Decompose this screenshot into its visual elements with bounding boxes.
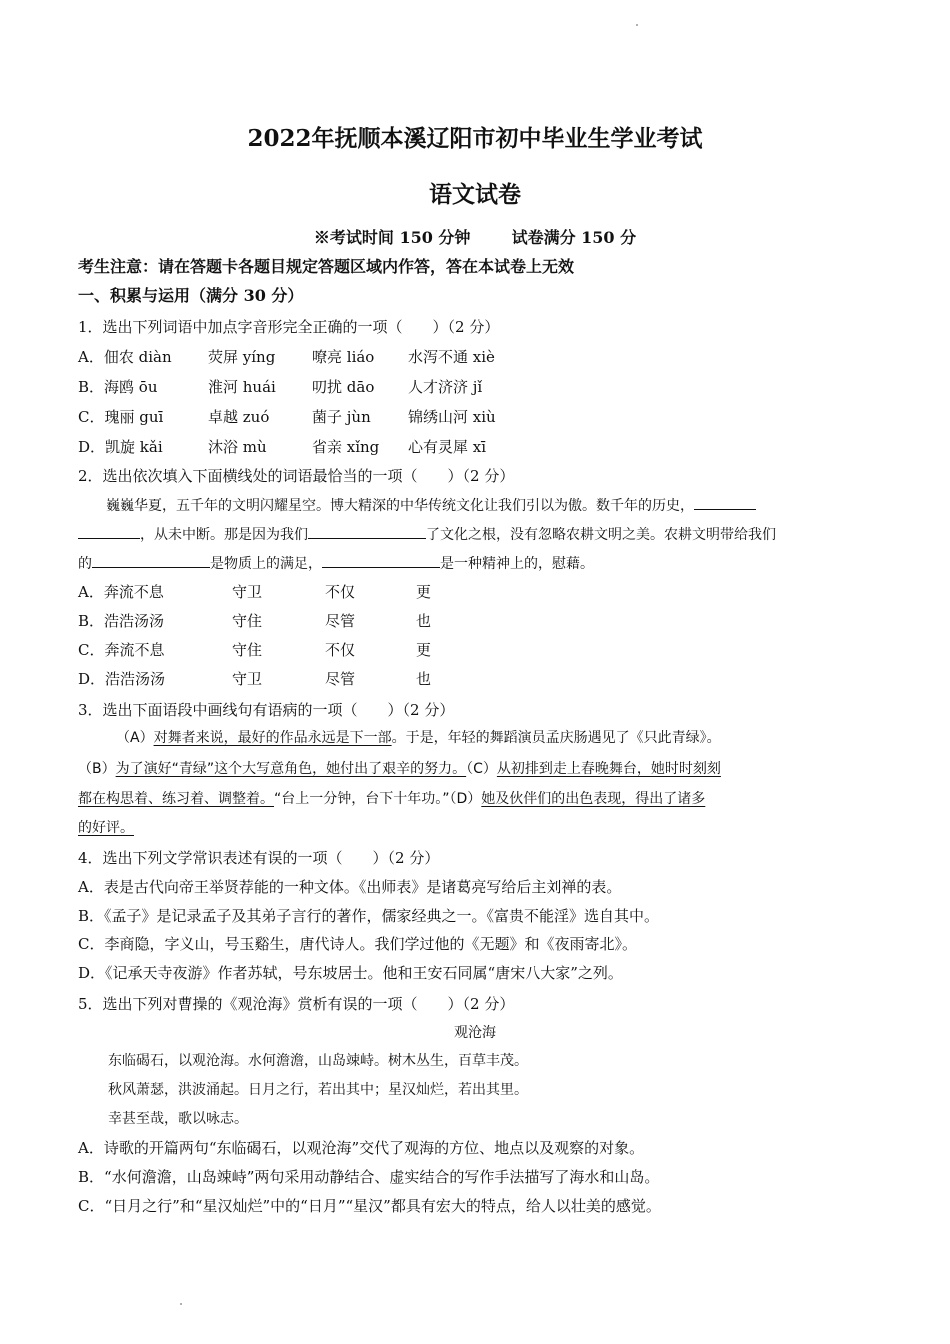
q1-option-text: 锦绣山河 xiù — [408, 408, 496, 426]
poem-line: 秋风萧瑟，洪波涌起。日月之行，若出其中；星汉灿烂，若出其里。 — [108, 1082, 528, 1098]
question-5-stem: 5．选出下列对曹操的《观沧海》赏析有误的一项（ ）（2 分） — [78, 995, 515, 1013]
passage-text: 。于是，年轻的舞蹈演员孟庆肠遇见了《只此青绿》。 — [391, 730, 721, 746]
q3-passage-line — [78, 818, 134, 838]
q2-option-text: 不仅 — [325, 641, 356, 659]
underlined-sentence: 的好评。 — [78, 820, 134, 836]
q1-option-text: 水泻不通 xiè — [408, 348, 495, 366]
q3-passage-line — [78, 759, 721, 779]
q5-option: C．“日月之行”和“星汉灿烂”中的“日月”“星汉”都具有宏大的特点，给人以壮美的感觉。 — [78, 1197, 661, 1215]
question-4-stem: 4．选出下列文学常识表述有误的一项（ ）（2 分） — [78, 849, 440, 867]
underlined-sentence: 对舞者来说，最好的作品永远是下一部 — [153, 730, 392, 746]
passage-text: 了文化之根，没有忽略农耕文明之美。农耕文明带给我们 — [426, 527, 776, 543]
q4-option: A．表是古代向帝王举贤荐能的一种文体。《出师表》是诸葛亮写给后主刘禅的表。 — [78, 878, 622, 896]
q2-option-text: 尽管 — [325, 670, 356, 688]
q2-option-text: A．奔流不息 — [78, 583, 164, 601]
q2-passage-line — [78, 553, 594, 574]
question-2-stem: 2．选出依次填入下面横线处的词语最恰当的一项（ ）（2 分） — [78, 467, 515, 485]
q2-option-text: 更 — [416, 583, 432, 601]
fill-blank — [694, 495, 756, 510]
q2-option-text: 更 — [416, 641, 432, 659]
exam-meta — [0, 228, 950, 248]
q1-option-text: 人才济济 jǐ — [408, 378, 483, 396]
scan-dot — [180, 1303, 182, 1305]
q1-option-text: D．凯旋 kǎi — [78, 438, 163, 456]
q1-option-text: A．佃农 diàn — [78, 348, 172, 366]
fill-blank — [92, 553, 210, 568]
q2-option-text: 守卫 — [232, 670, 263, 688]
question-1-stem: 1．选出下列词语中加点字音形完全正确的一项（ ）（2 分） — [78, 318, 500, 336]
q2-option-text: 也 — [416, 612, 432, 630]
q1-option-text: 淮河 huái — [208, 378, 276, 396]
q2-passage-line — [106, 495, 756, 516]
passage-text: ，从未中断。那是因为我们 — [140, 527, 308, 543]
passage-text: 是一种精神上的，慰藉。 — [440, 556, 594, 572]
section-heading: 一、积累与运用（满分 30 分） — [78, 286, 304, 305]
q2-option-text: 守卫 — [232, 583, 263, 601]
underlined-sentence: 她及伙伴们的出色表现，得出了诸多 — [481, 791, 706, 807]
underlined-sentence: 都在构思着、练习着、调整着。 — [78, 791, 274, 807]
q5-option: B．“水何澹澹，山岛竦峙”两句采用动静结合、虚实结合的写作手法描写了海水和山岛。 — [78, 1168, 660, 1186]
q2-option-text: 守住 — [232, 612, 263, 630]
q2-passage-line — [78, 524, 776, 545]
underlined-sentence: 从初排到走上春晚舞台，她时时刻刻 — [496, 761, 721, 777]
q4-option: B．《孟子》是记录孟子及其弟子言行的著作，儒家经典之一。《富贵不能淫》选自其中。 — [78, 907, 660, 925]
q4-option: C．李商隐，字义山，号玉谿生，唐代诗人。我们学过他的《无题》和《夜雨寄北》。 — [78, 935, 637, 953]
scan-dot — [636, 24, 638, 26]
candidate-notice: 考生注意：请在答题卡各题目规定答题区域内作答，答在本试卷上无效 — [78, 257, 575, 276]
q1-option-text: 沐浴 mù — [208, 438, 267, 456]
q3-passage-line — [78, 789, 705, 809]
q3-passage-line — [116, 728, 721, 748]
passage-text: 是物质上的满足， — [210, 556, 322, 572]
passage-text: “台上一分钟，台下十年功。”（D） — [274, 791, 482, 807]
q1-option-text: 省亲 xǐng — [312, 438, 380, 456]
fill-blank — [78, 524, 140, 539]
q5-option: A．诗歌的开篇两句“东临碣石，以观沧海”交代了观海的方位、地点以及观察的对象。 — [78, 1139, 645, 1157]
q1-option-text: 叨扰 dāo — [312, 378, 375, 396]
q1-option-text: 荧屏 yíng — [208, 348, 276, 366]
exam-subtitle: 语文试卷 — [429, 181, 521, 208]
passage-label: （B） — [78, 761, 116, 777]
underlined-sentence: 为了演好“青绿”这个大写意角色，她付出了艰辛的努力。 — [115, 761, 467, 777]
passage-text: 的 — [78, 556, 92, 572]
fill-blank — [308, 524, 426, 539]
question-3-stem: 3．选出下面语段中画线句有语病的一项（ ）（2 分） — [78, 701, 455, 719]
exam-title: 2022年抚顺本溪辽阳市初中毕业生学业考试 — [247, 125, 703, 152]
poem-line: 幸甚至哉，歌以咏志。 — [108, 1111, 248, 1127]
q1-option-text: B．海鸥 ōu — [78, 378, 158, 396]
q2-option-text: 也 — [416, 670, 432, 688]
q2-option-text: 不仅 — [325, 583, 356, 601]
passage-label: （C） — [466, 761, 497, 777]
poem-line: 东临碣石，以观沧海。水何澹澹，山岛竦峙。树木丛生，百草丰茂。 — [108, 1053, 528, 1069]
q2-option-text: 尽管 — [325, 612, 356, 630]
q4-option: D．《记承天寺夜游》作者苏轼，号东坡居士。他和王安石同属“唐宋八大家”之列。 — [78, 964, 623, 982]
q2-option-text: B．浩浩汤汤 — [78, 612, 165, 630]
full-score: 试卷满分 150 分 — [511, 228, 637, 247]
exam-time: ※考试时间 150 分钟 — [313, 228, 471, 247]
q1-option-text: 嘹亮 liáo — [312, 348, 375, 366]
passage-text: 巍巍华夏，五千年的文明闪耀星空。博大精深的中华传统文化让我们引以为傲。数千年的历史， — [106, 498, 694, 514]
poem-title: 观沧海 — [454, 1025, 496, 1041]
q2-option-text: C．奔流不息 — [78, 641, 165, 659]
q1-option-text: 心有灵犀 xī — [408, 438, 487, 456]
q2-option-text: D．浩浩汤汤 — [78, 670, 166, 688]
q1-option-text: 卓越 zuó — [208, 408, 270, 426]
fill-blank — [322, 553, 440, 568]
q2-option-text: 守住 — [232, 641, 263, 659]
passage-label: （A） — [116, 730, 154, 746]
q1-option-text: C．瑰丽 guī — [78, 408, 164, 426]
q1-option-text: 菌子 jùn — [312, 408, 371, 426]
